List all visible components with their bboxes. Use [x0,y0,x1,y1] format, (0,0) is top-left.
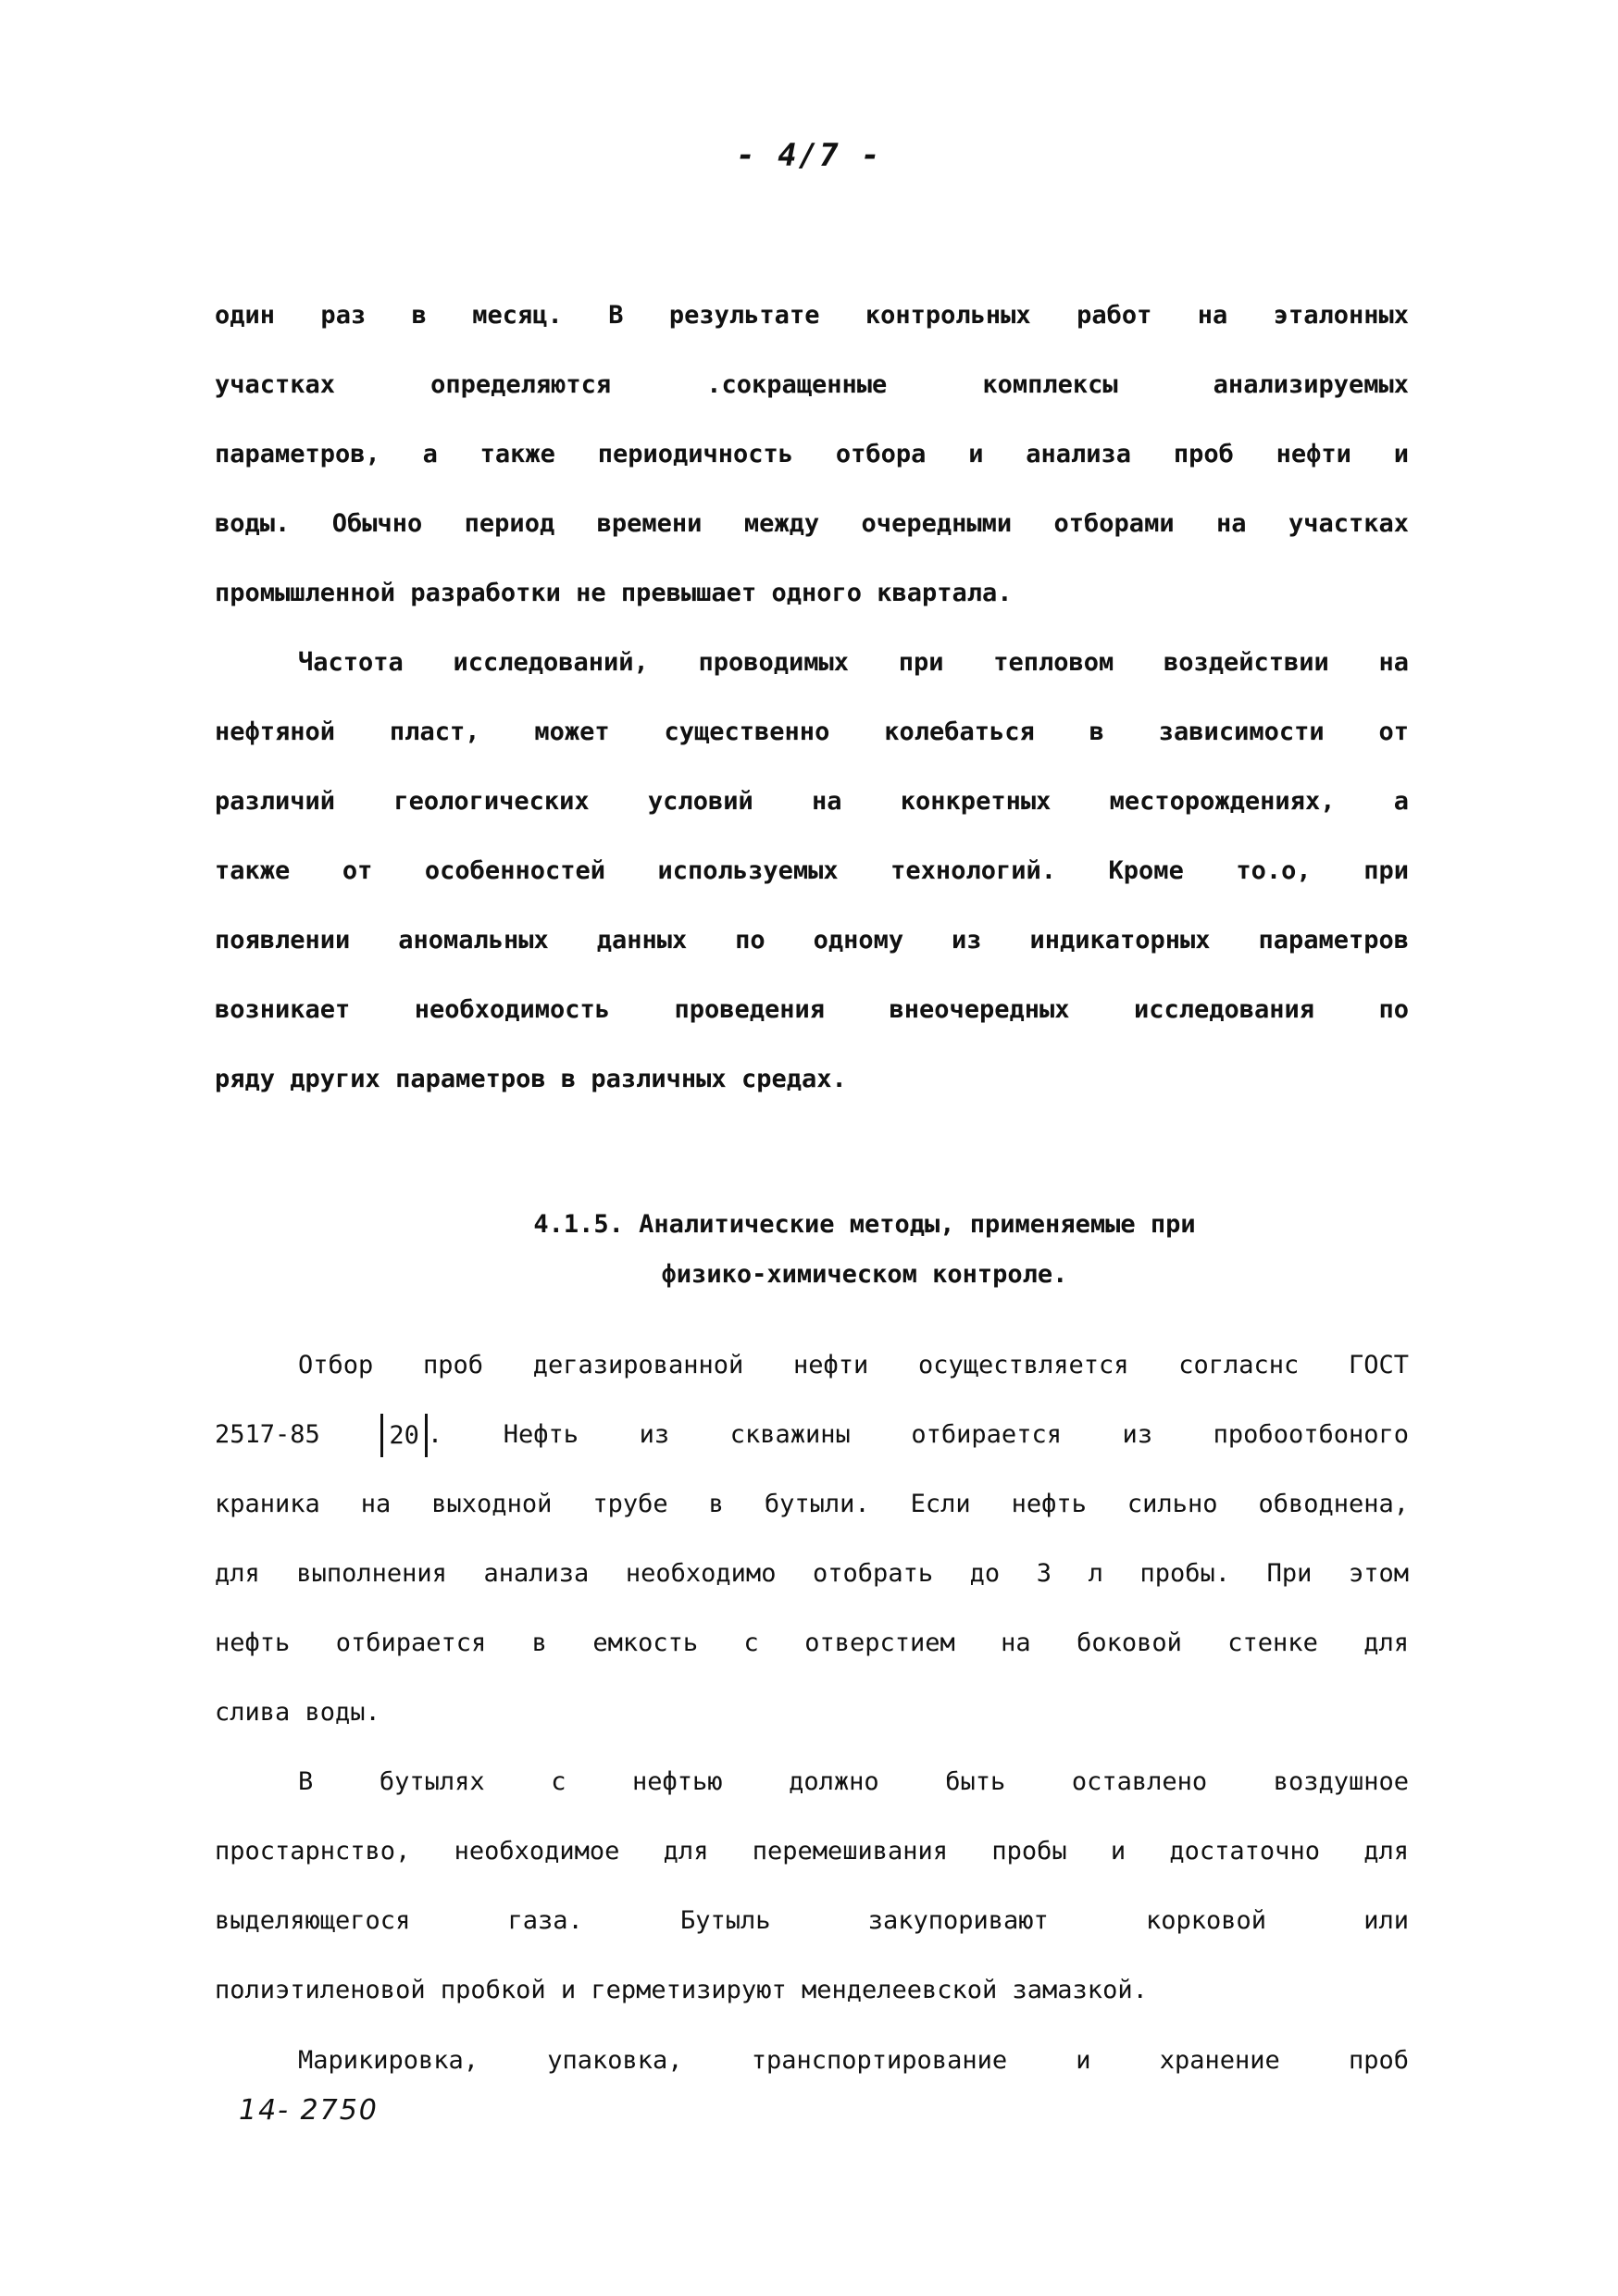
paragraph-line: простарнство, необходимое для перемешивания пробы и достаточно для [215,1837,1409,1866]
paragraph-line: возникает необходимость проведения внеочередных исследования по [215,995,1409,1024]
paragraph-4 [215,1747,1409,2025]
paragraph-line: параметров, а также периодичность отбора и анализа проб нефти и [215,440,1409,468]
paragraph-line: промышленной разработки не превышает одного квартала. [215,579,1013,607]
paragraph-3 [215,1330,1409,1747]
paragraph-1 [215,281,1409,628]
paragraph-line: нефтяной пласт, может существенно колебаться в зависимости от [215,718,1409,746]
document-code: 14- 2750 [239,2094,379,2127]
paragraph-line: для выполнения анализа необходимо отобрать до 3 л пробы. При этом [215,1559,1409,1588]
reference-link[interactable]: 20 [380,1414,428,1457]
standard-number: 2517-85 [215,1420,320,1449]
paragraph-5 [215,2026,1409,2095]
page-number: - 4/7 - [736,137,882,174]
paragraph-text: . Нефть из скважины отбирается из пробоотбоного [427,1420,1409,1449]
paragraph-2 [215,628,1409,1114]
section-heading: 4.1.5. Аналитические методы, применяемые при [533,1210,1196,1239]
paragraph-line: краника на выходной трубе в бутыли. Если нефть сильно обводнена, [215,1490,1409,1518]
paragraph-line: нефть отбирается в емкость с отверстием на боковой стенке для [215,1628,1409,1657]
paragraph-line: участках определяются .сокращенные комплексы анализируемых [215,370,1409,399]
paragraph-line: также от особенностей используемых технологий. Кроме то.о, при [215,856,1409,885]
paragraph-line: Отбор проб дегазированной нефти осуществляется согласнс ГОСТ [298,1351,1409,1379]
paragraph-line: выделяющегося газа. Бутыль закупоривают корковой или [215,1906,1409,1935]
paragraph-line: ряду других параметров в различных средах. [215,1065,847,1093]
paragraph-line: появлении аномальных данных по одному из индикаторных параметров [215,926,1409,955]
paragraph-line: полиэтиленовой пробкой и герметизируют менделеевской замазкой. [215,1976,1148,2004]
paragraph-line: различий геологических условий на конкретных месторождениях, а [215,787,1409,816]
paragraph-line: В бутылях с нефтью должно быть оставлено воздушное [298,1767,1409,1796]
paragraph-line: Марикировка, упаковка, транспортирование и хранение проб [298,2046,1409,2075]
paragraph-line: Частота исследований, проводимых при тепловом воздействии на [298,648,1409,677]
paragraph-line: воды. Обычно период времени между очередными отборами на участках [215,509,1409,538]
paragraph-line: один раз в месяц. В результате контрольных работ на эталонных [215,301,1409,330]
paragraph-line-with-reference [215,1400,1409,1469]
paragraph-line: слива воды. [215,1698,380,1727]
section-heading-continued: физико-химическом контроле. [661,1260,1068,1289]
